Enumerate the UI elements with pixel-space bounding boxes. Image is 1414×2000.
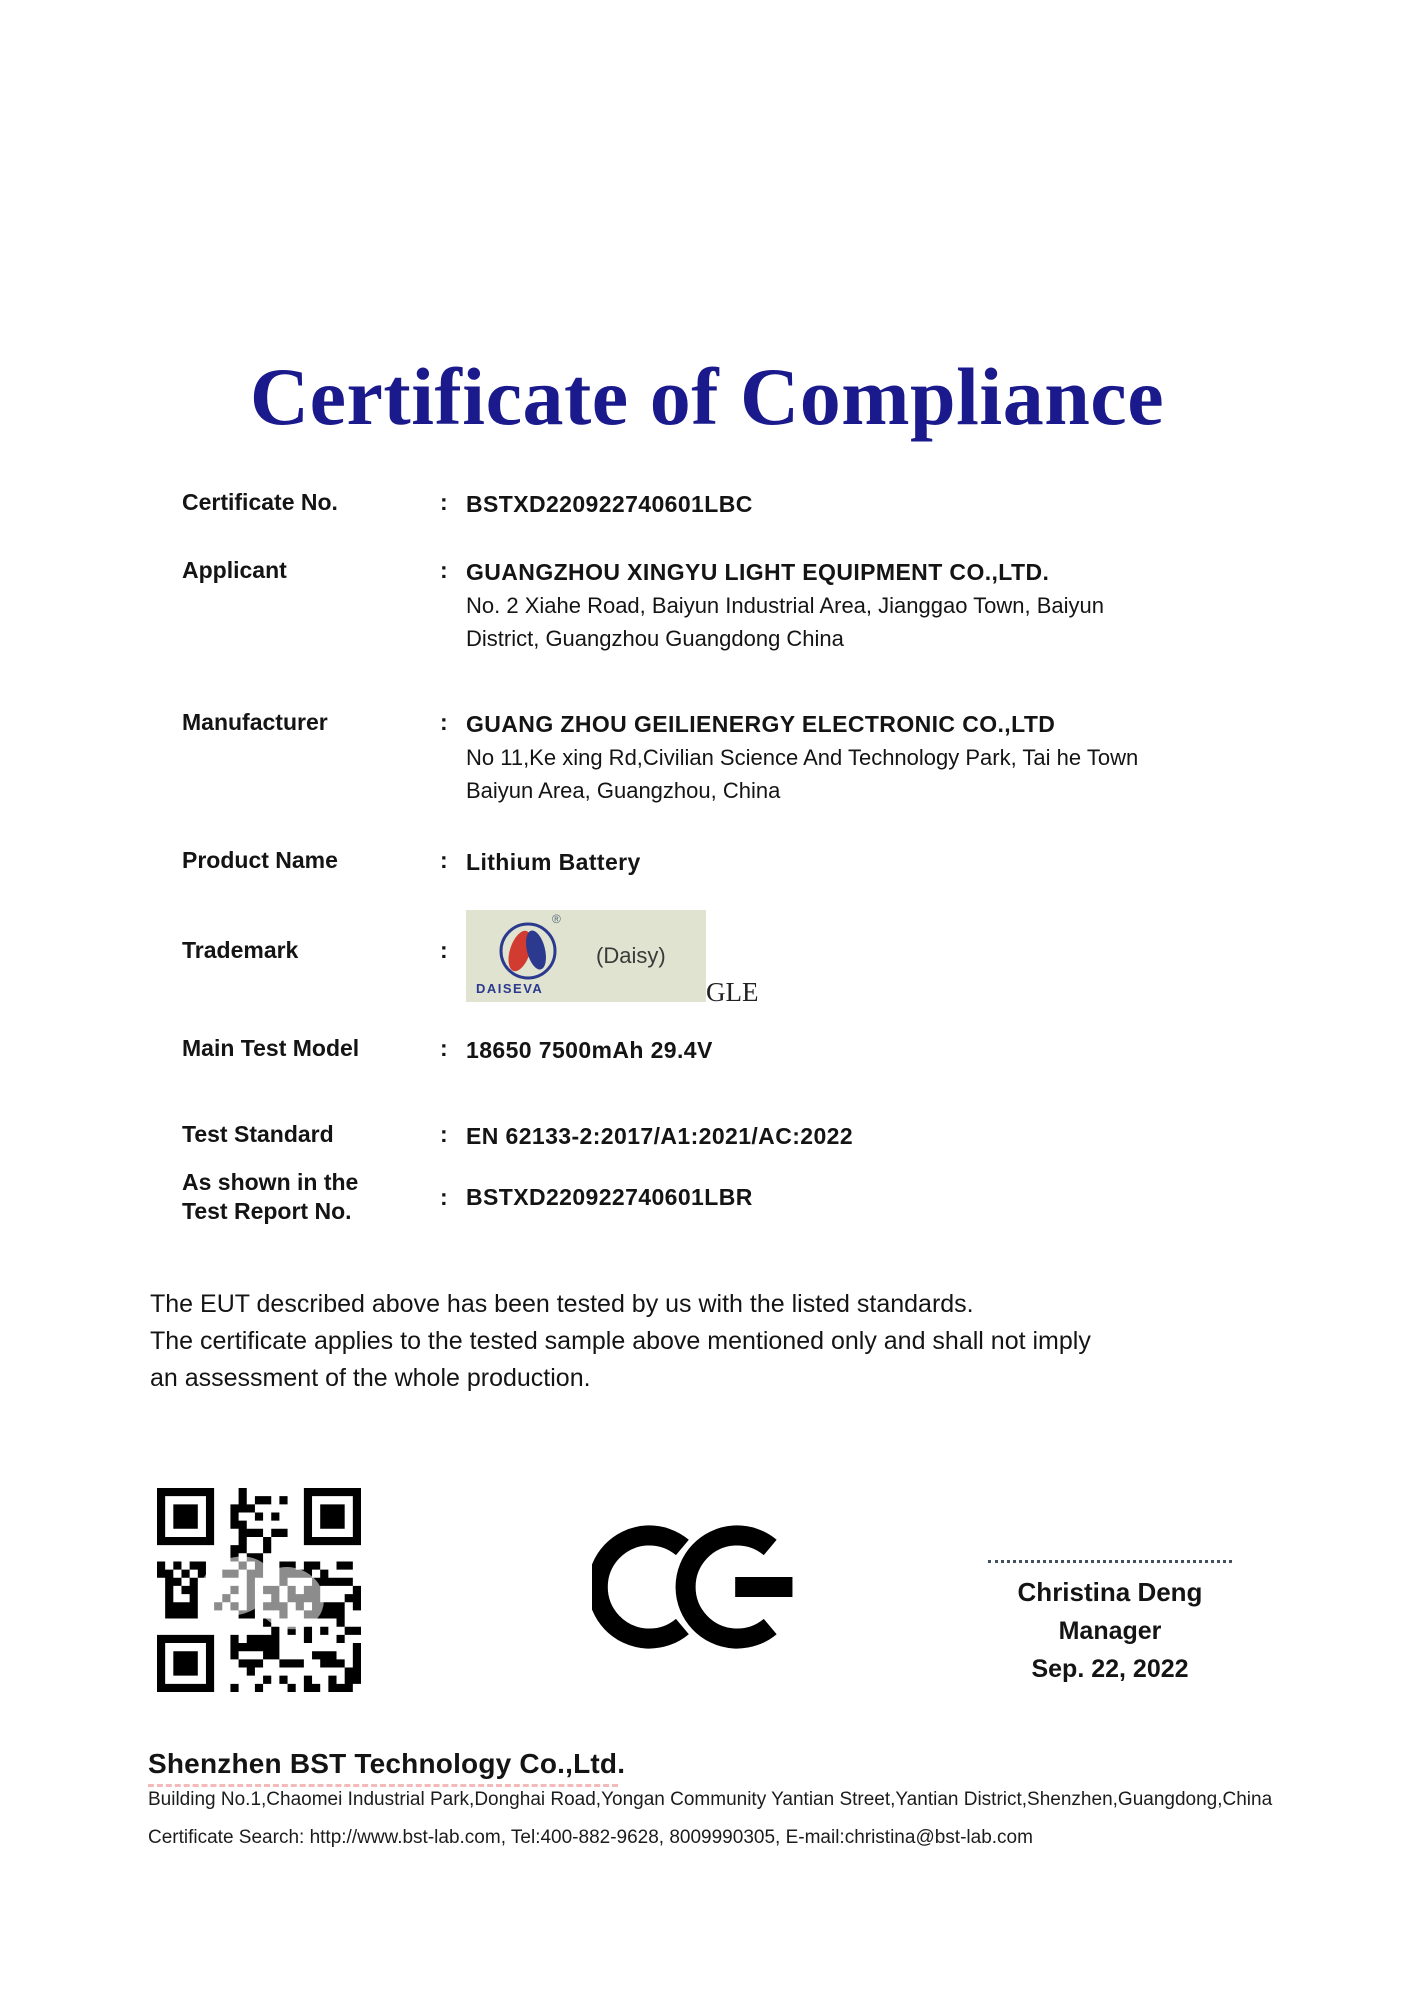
applicant-value <box>466 556 1104 655</box>
statement-line2: The certificate applies to the tested sample above mentioned only and shall not imply <box>150 1327 1091 1355</box>
colon: : <box>440 489 448 515</box>
signatory-role: Manager <box>1058 1617 1162 1645</box>
row-product-name <box>182 846 641 879</box>
trademark-image <box>466 910 759 1007</box>
trademark-label: Trademark <box>182 937 299 963</box>
applicant-name: GUANGZHOU XINGYU LIGHT EQUIPMENT CO.,LTD. <box>466 559 1050 585</box>
certificate-no-value: BSTXD220922740601LBC <box>466 491 753 517</box>
row-test-report <box>182 1168 753 1226</box>
row-main-test-model <box>182 1034 713 1067</box>
issuer-company-name: Shenzhen BST Technology Co.,Ltd. <box>148 1748 626 1779</box>
main-test-model-value: 18650 7500mAh 29.4V <box>466 1037 713 1063</box>
trademark-note: (Daisy) <box>596 943 666 968</box>
colon: : <box>440 1121 448 1147</box>
product-name-label: Product Name <box>182 847 338 873</box>
manufacturer-value <box>466 708 1138 807</box>
row-manufacturer <box>182 708 1138 807</box>
colon: : <box>440 1184 448 1210</box>
statement-paragraph <box>150 1286 1310 1397</box>
manufacturer-address-line1: No 11,Ke xing Rd,Civilian Science And Technology Park, Tai he Town <box>466 745 1139 770</box>
certificate-title: Certificate of Compliance <box>249 351 1165 442</box>
signature-dotted-line <box>988 1560 1232 1563</box>
colon: : <box>440 709 448 735</box>
row-test-standard <box>182 1120 853 1153</box>
main-test-model-label: Main Test Model <box>182 1035 360 1061</box>
colon: : <box>440 557 448 583</box>
test-report-value: BSTXD220922740601LBR <box>466 1184 753 1210</box>
qr-code <box>157 1488 361 1692</box>
ce-mark-icon <box>592 1520 802 1654</box>
product-name-value: Lithium Battery <box>466 849 641 875</box>
signature-block <box>955 1560 1265 1684</box>
statement-line1: The EUT described above has been tested by us with the listed standards. <box>150 1290 974 1318</box>
test-report-label-line1: As shown in the <box>182 1169 359 1195</box>
test-report-label-line2: Test Report No. <box>182 1198 352 1224</box>
test-standard-label: Test Standard <box>182 1121 334 1147</box>
signature-date: Sep. 22, 2022 <box>1031 1655 1189 1683</box>
manufacturer-name: GUANG ZHOU GEILIENERGY ELECTRONIC CO.,LTD <box>466 711 1056 737</box>
applicant-address-line2: District, Guangzhou Guangdong China <box>466 626 844 651</box>
manufacturer-label: Manufacturer <box>182 709 328 735</box>
colon: : <box>440 1035 448 1061</box>
test-report-label <box>182 1168 440 1226</box>
row-trademark <box>182 910 759 1007</box>
registered-mark-icon: ® <box>552 912 561 926</box>
colon: : <box>440 937 448 963</box>
certificate-no-label: Certificate No. <box>182 489 338 515</box>
colon: : <box>440 847 448 873</box>
signatory-name: Christina Deng <box>1017 1577 1203 1607</box>
row-applicant <box>182 556 1104 655</box>
test-standard-value: EN 62133-2:2017/A1:2021/AC:2022 <box>466 1123 854 1149</box>
statement-line3: an assessment of the whole production. <box>150 1364 591 1392</box>
issuer-address: Building No.1,Chaomei Industrial Park,Donghai Road,Yongan Community Yantian Street,Yantian District,Shenzhen,Guangdong,China <box>148 1789 1273 1810</box>
row-certificate-no <box>182 488 753 521</box>
issuer-underline <box>148 1784 618 1787</box>
manufacturer-address-line2: Baiyun Area, Guangzhou, China <box>466 778 781 803</box>
applicant-label: Applicant <box>182 557 287 583</box>
trademark-brand-text: DAISEVA <box>476 981 544 996</box>
applicant-address-line1: No. 2 Xiahe Road, Baiyun Industrial Area, Jianggao Town, Baiyun <box>466 593 1104 618</box>
certificate-search-info: Certificate Search: http://www.bst-lab.com, Tel:400-882-9628, 8009990305, E-mail:christina@bst-lab.com <box>148 1827 1033 1848</box>
trademark-suffix: GLE <box>706 977 759 1007</box>
